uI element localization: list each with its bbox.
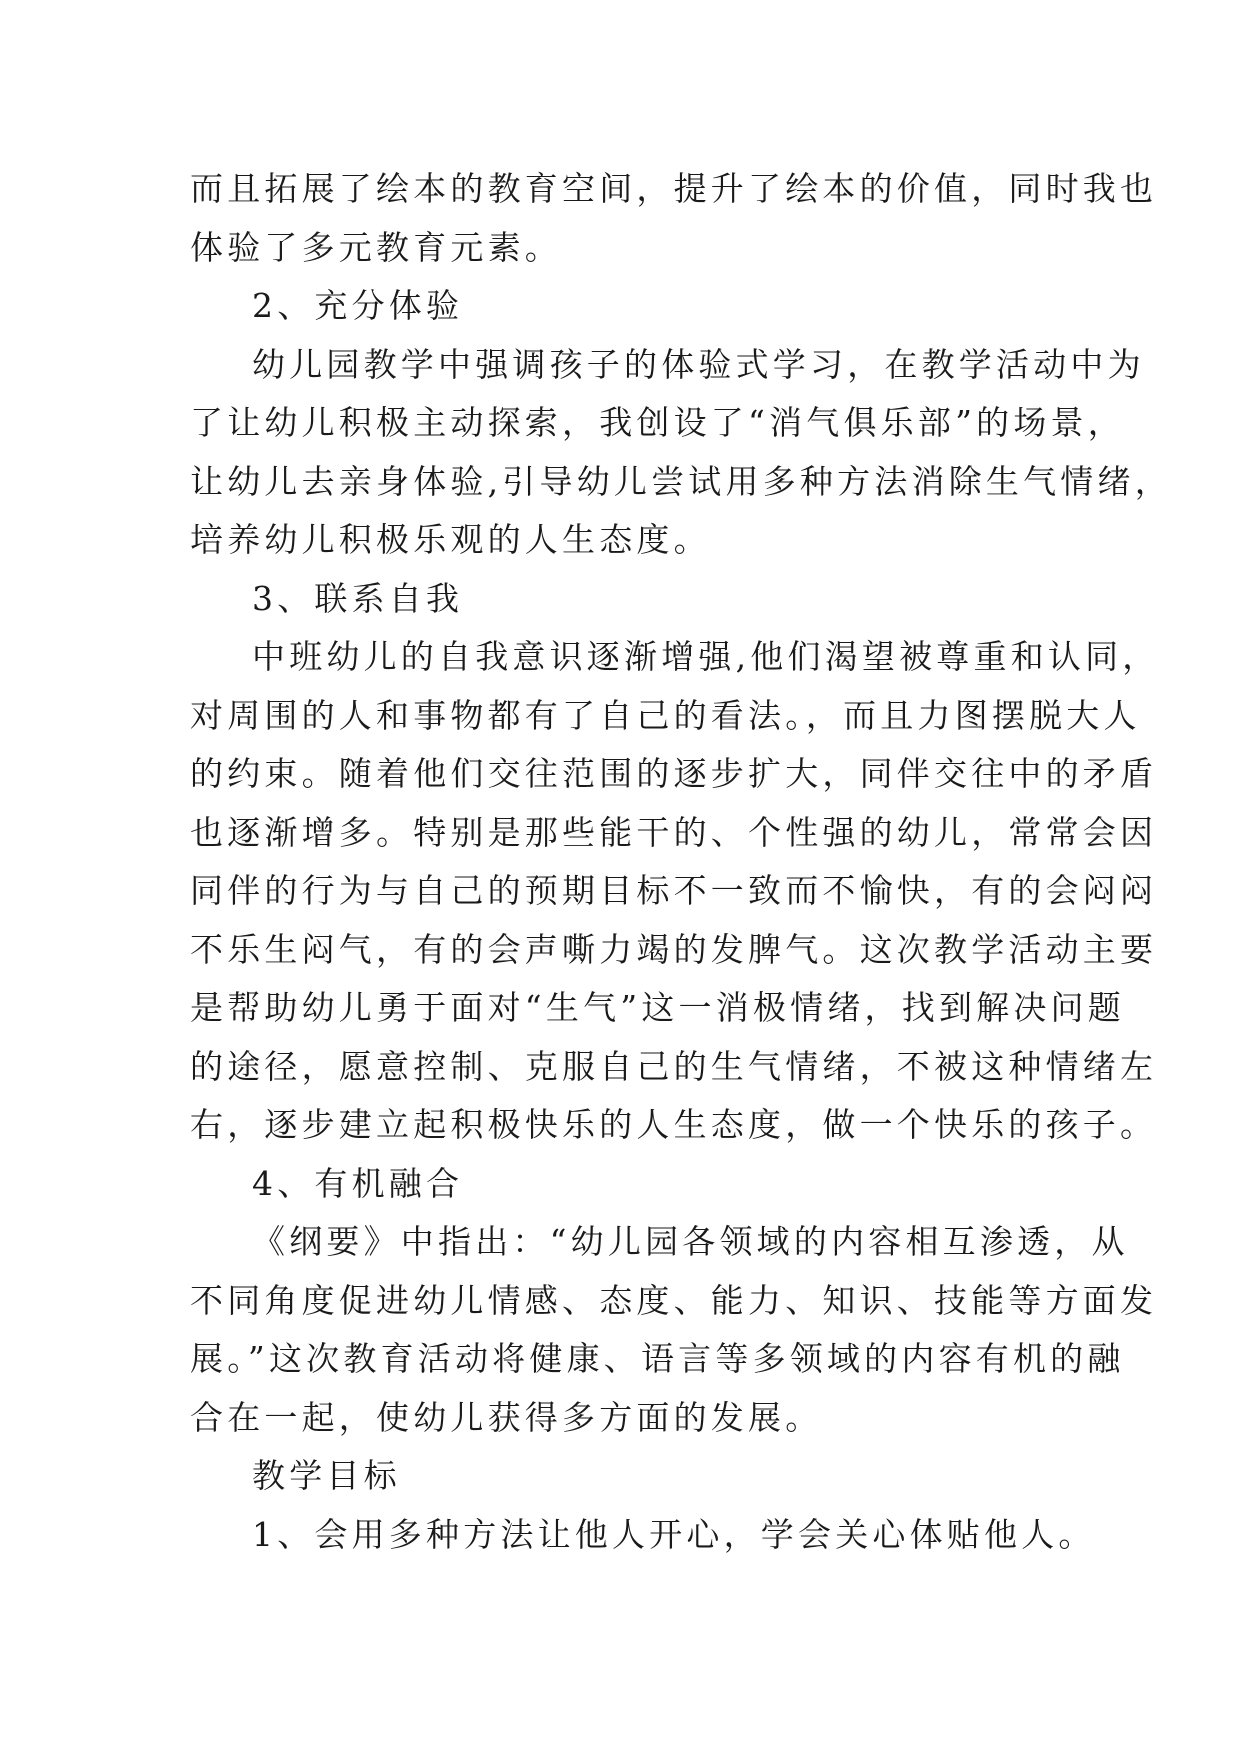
text-line: 了让幼儿积极主动探索，我创设了“消气俱乐部”的场景， xyxy=(190,403,1125,442)
section-heading: 2、充分体验 xyxy=(252,286,464,325)
text-line: 培养幼儿积极乐观的人生态度。 xyxy=(190,520,711,559)
text-line: 对周围的人和事物都有了自己的看法。，而且力图摆脱大人 xyxy=(190,695,1141,735)
text-line: 也逐渐增多。特别是那些能干的、个性强的幼儿，常常会因 xyxy=(190,812,1158,852)
text-line: 是帮助幼儿勇于面对“生气”这一消极情绪，找到解决问题 xyxy=(190,988,1125,1027)
text-line: 右，逐步建立起积极快乐的人生态度，做一个快乐的孩子。 xyxy=(190,1105,1158,1144)
text-line: 合在一起，使幼儿获得多方面的发展。 xyxy=(190,1397,823,1437)
text-line: 而且拓展了绘本的教育空间，提升了绘本的价值，同时我也 xyxy=(190,169,1158,208)
text-line: 不乐生闷气，有的会声嘶力竭的发脾气。这次教学活动主要 xyxy=(190,929,1158,969)
text-line: 的约束。随着他们交往范围的逐步扩大，同伴交往中的矛盾 xyxy=(190,754,1158,793)
document-body xyxy=(190,160,1172,1564)
text-line: 让幼儿去亲身体验,引导幼儿尝试用多种方法消除生气情绪， xyxy=(190,461,1172,501)
text-line: 幼儿园教学中强调孩子的体验式学习，在教学活动中为 xyxy=(252,344,1145,384)
text-line: 《纲要》中指出：“幼儿园各领域的内容相互渗透，从 xyxy=(252,1222,1129,1261)
section-heading: 4、有机融合 xyxy=(252,1163,464,1203)
section-heading: 3、联系自我 xyxy=(252,578,464,618)
text-line: 体验了多元教育元素。 xyxy=(190,227,562,267)
text-line: 中班幼儿的自我意识逐渐增强,他们渴望被尊重和认同， xyxy=(252,637,1160,676)
section-heading: 教学目标 xyxy=(252,1456,401,1495)
text-line: 的途径，愿意控制、克服自己的生气情绪，不被这种情绪左 xyxy=(190,1046,1158,1086)
text-line: 1、会用多种方法让他人开心，学会关心体贴他人。 xyxy=(252,1514,1096,1554)
text-line: 同伴的行为与自己的预期目标不一致而不愉快，有的会闷闷 xyxy=(190,871,1158,910)
text-line: 展。”这次教育活动将健康、语言等多领域的内容有机的融 xyxy=(190,1339,1125,1378)
text-line: 不同角度促进幼儿情感、态度、能力、知识、技能等方面发 xyxy=(190,1280,1158,1320)
